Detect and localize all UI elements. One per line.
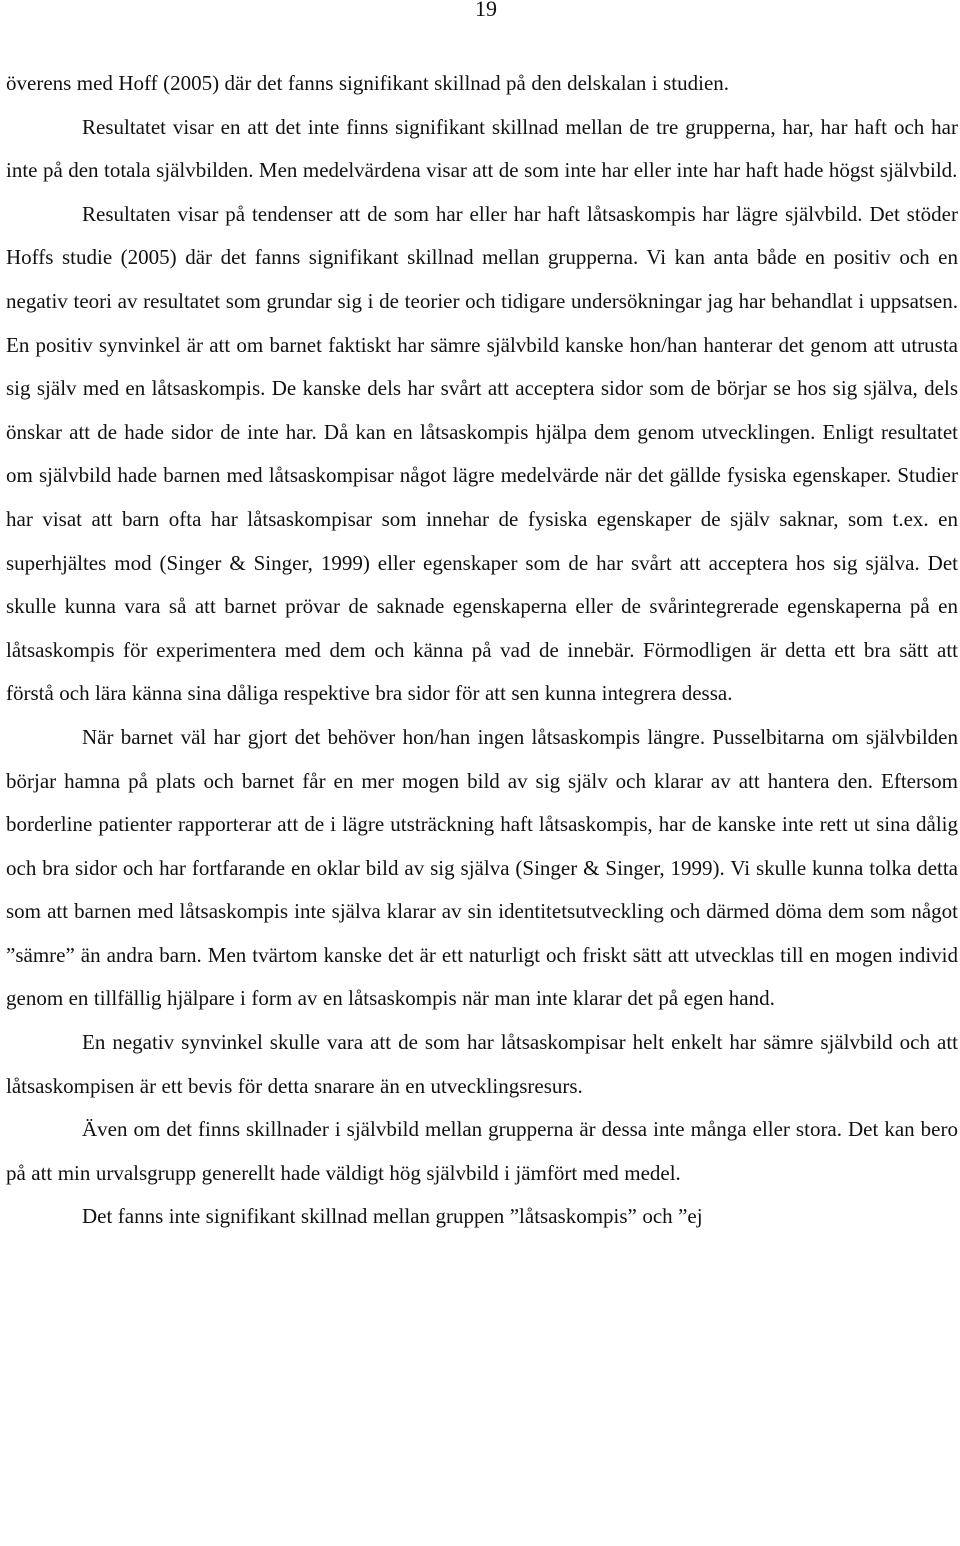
paragraph-7: Det fanns inte signifikant skillnad mellan gruppen ”låtsaskompis” och ”ej	[82, 1204, 703, 1229]
paragraph-5: En negativ synvinkel skulle vara att de som har låtsaskompisar helt enkelt har sämre självbild och att låtsaskompisen är ett bevis för detta snarare än en utvecklingsresurs.	[6, 1030, 958, 1098]
body-text	[6, 62, 958, 1239]
paragraph-4: När barnet väl har gjort det behöver hon/han ingen låtsaskompis längre. Pusselbitarna om självbilden börjar hamna på plats och barnet får en mer mogen bild av sig själv och klarar av att hantera den. Eftersom borderline patienter rapporterar att de i lägre utsträckning haft låtsaskompis, har de kanske inte rett ut sina dålig och bra sidor och har fortfarande en oklar bild av sig själva (Singer & Singer, 1999). Vi skulle kunna tolka detta som att barnen med låtsaskompis inte själva klarar av sin identitetsutveckling och därmed döma dem som något ”sämre” än andra barn. Men tvärtom kanske det är ett naturligt och friskt sätt att utvecklas till en mogen individ genom en tillfällig hjälpare i form av en låtsaskompis när man inte klarar det på egen hand.	[6, 724, 958, 1011]
paragraph-6: Även om det finns skillnader i självbild mellan grupperna är dessa inte många eller stora. Det kan bero på att min urvalsgrupp generellt hade väldigt hög självbild i jämfört med medel.	[6, 1117, 958, 1185]
paragraph-2: Resultatet visar en att det inte finns signifikant skillnad mellan de tre grupperna, har, har haft och har inte på den totala självbilden. Men medelvärdena visar att de som inte har eller inte har haft hade högst självbild.	[6, 114, 958, 183]
page-number: 19	[475, 0, 497, 21]
paragraph-1: överens med Hoff (2005) där det fanns signifikant skillnad på den delskalan i studien.	[6, 71, 730, 95]
paragraph-3: Resultaten visar på tendenser att de som har eller har haft låtsaskompis har lägre självbild. Det stöder Hoffs studie (2005) där det fanns signifikant skillnad mellan grupperna. Vi kan anta både en positiv och en negativ teori av resultatet som grundar sig i de teorier och tidigare undersökningar jag har behandlat i uppsatsen. En positiv synvinkel är att om barnet faktiskt har sämre självbild kanske hon/han hanterar det genom att utrusta sig själv med en låtsaskompis. De kanske dels har svårt att acceptera sidor som de börjar se hos sig själva, dels önskar att de hade sidor de inte har. Då kan en låtsaskompis hjälpa dem genom utvecklingen. Enligt resultatet om självbild hade barnen med låtsaskompisar något lägre medelvärde när det gällde fysiska egenskaper. Studier har visat att barn ofta har låtsaskompisar som innehar de fysiska egenskaper de själv saknar, som t.ex. en superhjältes mod (Singer & Singer, 1999) eller egenskaper som de har svårt att acceptera hos sig själva. Det skulle kunna vara så att barnet prövar de saknade egenskaperna eller de svårintegrerade egenskaperna på en låtsaskompis för experimentera med dem och känna på vad de innebär. Förmodligen är detta ett bra sätt att förstå och lära känna sina dåliga respektive bra sidor för att sen kunna integrera dessa.	[6, 201, 958, 706]
